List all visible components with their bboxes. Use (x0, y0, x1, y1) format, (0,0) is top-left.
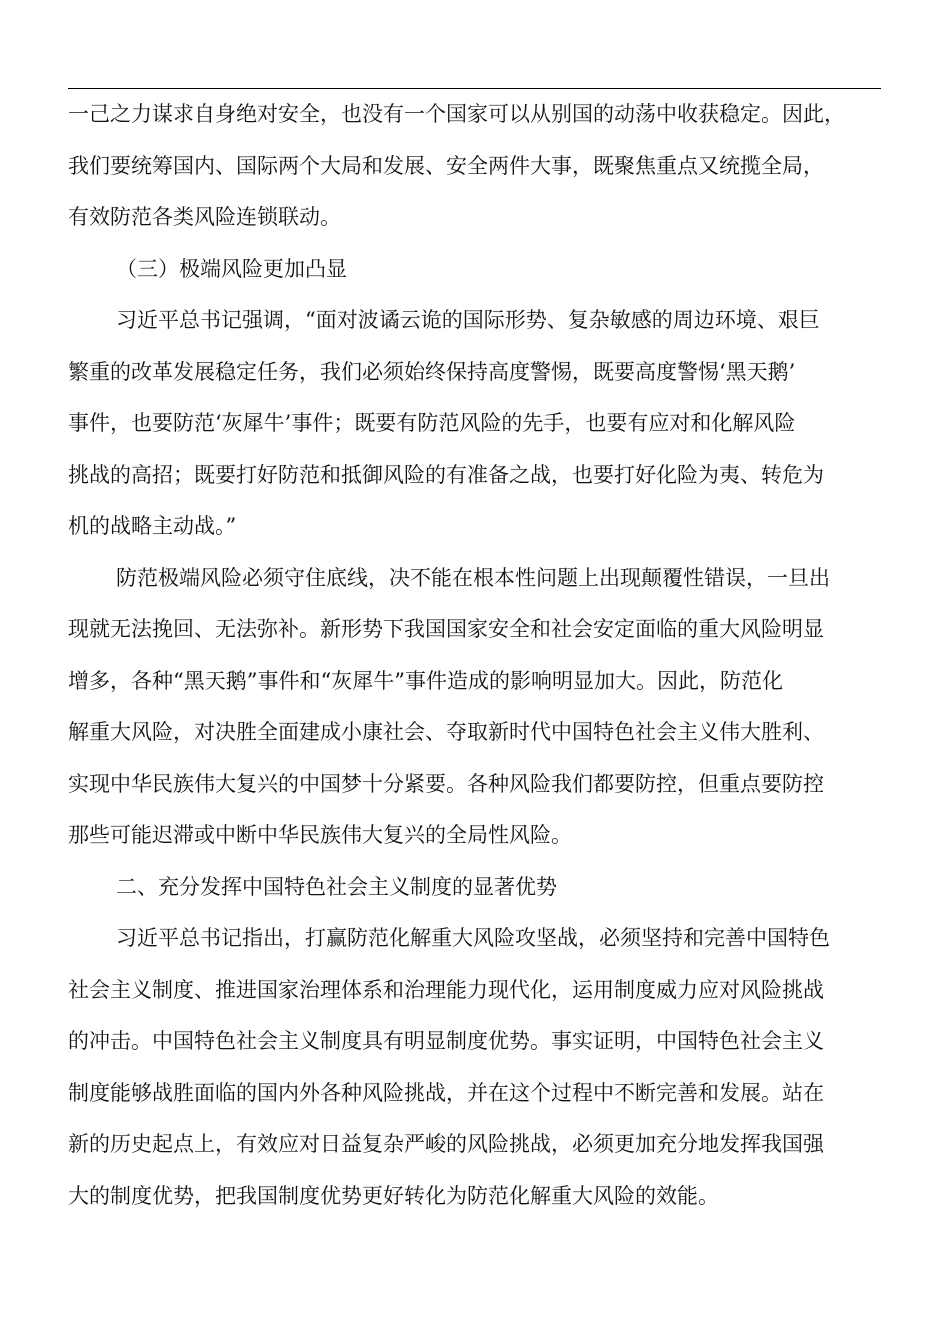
text-line: 二、充分发挥中国特色社会主义制度的显著优势 (116, 874, 557, 899)
text-line: 大的制度优势，把我国制度优势更好转化为防范化解重大风险的效能。 (68, 1183, 719, 1208)
text-line: 新的历史起点上，有效应对日益复杂严峻的风险挑战，必须更加充分地发挥我国强 (68, 1132, 824, 1156)
text-line: 制度能够战胜面临的国内外各种风险挑战，并在这个过程中不断完善和发展。站在 (68, 1080, 824, 1105)
text-line: 繁重的改革发展稳定任务，我们必须始终保持高度警惕，既要高度警惕‘黑天鹅’ (68, 359, 796, 384)
text-line: 防范极端风险必须守住底线，决不能在根本性问题上出现颠覆性错误，一旦出 (116, 565, 830, 590)
text-line: 现就无法挽回、无法弥补。新形势下我国国家安全和社会安定面临的重大风险明显 (68, 617, 824, 641)
text-line: 习近平总书记强调，“面对波谲云诡的国际形势、复杂敏感的周边环境、艰巨 (116, 308, 820, 332)
text-line: 的冲击。中国特色社会主义制度具有明显制度优势。事实证明，中国特色社会主义 (68, 1029, 824, 1053)
text-line: （三）极端风险更加凸显 (116, 256, 347, 281)
text-line: 一己之力谋求自身绝对安全，也没有一个国家可以从别国的动荡中收获稳定。因此， (68, 102, 845, 126)
text-line: 那些可能迟滞或中断中华民族伟大复兴的全局性风险。 (68, 823, 572, 847)
text-line: 实现中华民族伟大复兴的中国梦十分紧要。各种风险我们都要防控，但重点要防控 (68, 771, 824, 796)
document-body (68, 96, 881, 1229)
text-line: 事件，也要防范‘灰犀牛’事件；既要有防范风险的先手，也要有应对和化解风险 (68, 411, 796, 435)
header-rule (68, 88, 881, 89)
text-line: 解重大风险，对决胜全面建成小康社会、夺取新时代中国特色社会主义伟大胜利、 (68, 720, 824, 744)
text-line: 增多，各种“黑天鹅”事件和“灰犀牛”事件造成的影响明显加大。因此，防范化 (68, 668, 783, 693)
text-line: 社会主义制度、推进国家治理体系和治理能力现代化，运用制度威力应对风险挑战 (68, 977, 824, 1002)
text-line: 我们要统筹国内、国际两个大局和发展、安全两件大事，既聚焦重点又统揽全局， (68, 153, 824, 178)
text-line: 挑战的高招；既要打好防范和抵御风险的有准备之战，也要打好化险为夷、转危为 (68, 462, 824, 487)
text-line: 机的战略主动战。” (68, 514, 237, 538)
text-line: 习近平总书记指出，打赢防范化解重大风险攻坚战，必须坚持和完善中国特色 (116, 926, 830, 950)
text-line: 有效防范各类风险连锁联动。 (68, 205, 341, 229)
